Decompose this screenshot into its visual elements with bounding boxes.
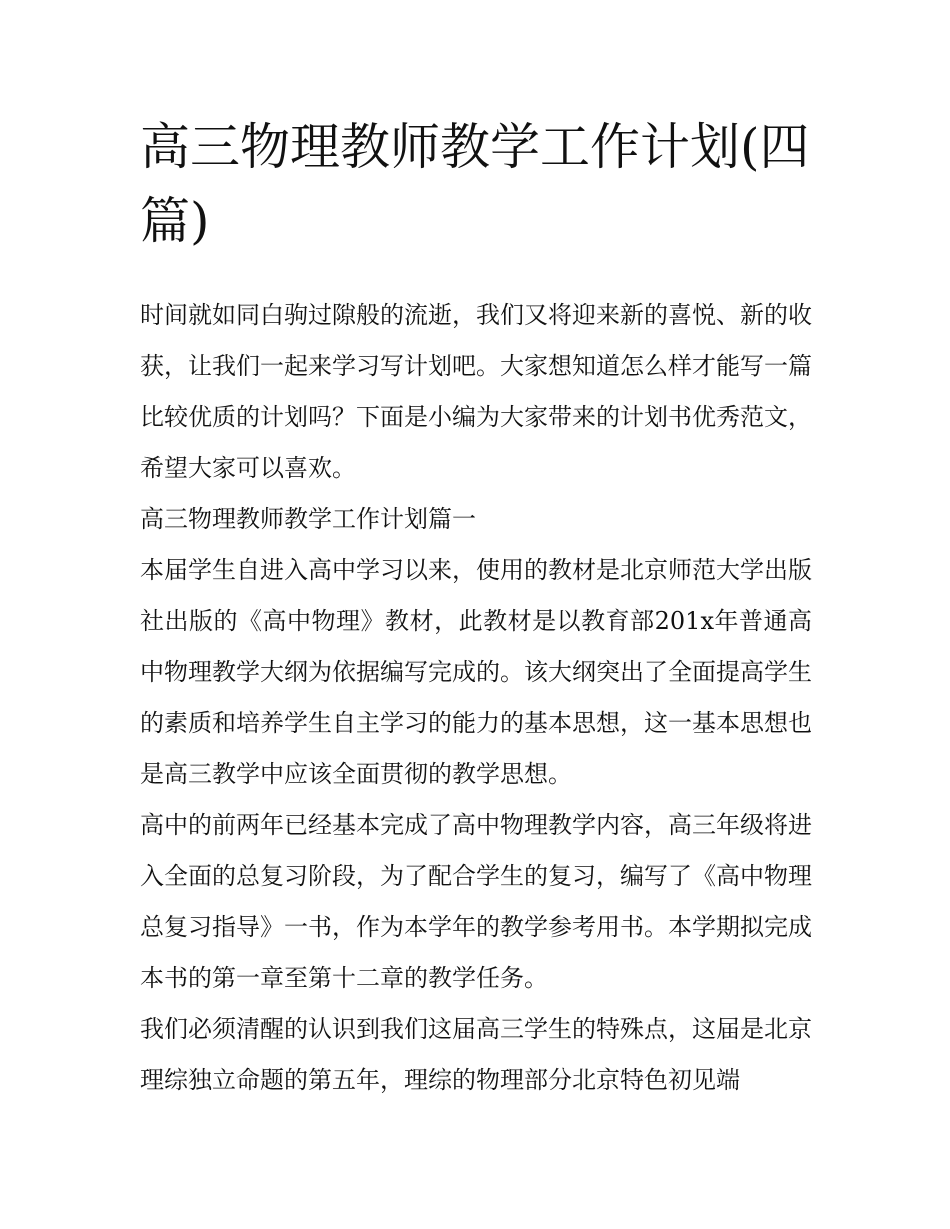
document-page xyxy=(140,110,812,1106)
section-heading: 高三物理教师教学工作计划篇一 xyxy=(140,505,476,533)
body-paragraph: 本届学生自进入高中学习以来，使用的教材是北京师范大学出版社出版的《高中物理》教材，此教材是以教育部201x年普通高中物理教学大纲为依据编写完成的。该大纲突出了全面提高学生的素质和培养学生自主学习的能力的基本思想，这一基本思想也是高三教学中应该全面贯彻的教学思想。 xyxy=(140,556,812,788)
document-title: 高三物理教师教学工作计划(四篇) xyxy=(140,118,810,250)
body-paragraph: 高中的前两年已经基本完成了高中物理教学内容，高三年级将进入全面的总复习阶段，为了配合学生的复习，编写了《高中物理总复习指导》一书，作为本学年的教学参考用书。本学期拟完成本书的第一章至第十二章的教学任务。 xyxy=(140,811,812,992)
body-paragraph: 我们必须清醒的认识到我们这届高三学生的特殊点，这届是北京理综独立命题的第五年，理综的物理部分北京特色初见端 xyxy=(140,1015,812,1094)
intro-paragraph: 时间就如同白驹过隙般的流逝，我们又将迎来新的喜悦、新的收获，让我们一起来学习写计划吧。大家想知道怎么样才能写一篇比较优质的计划吗？下面是小编为大家带来的计划书优秀范文，希望大家可以喜欢。 xyxy=(140,301,812,482)
